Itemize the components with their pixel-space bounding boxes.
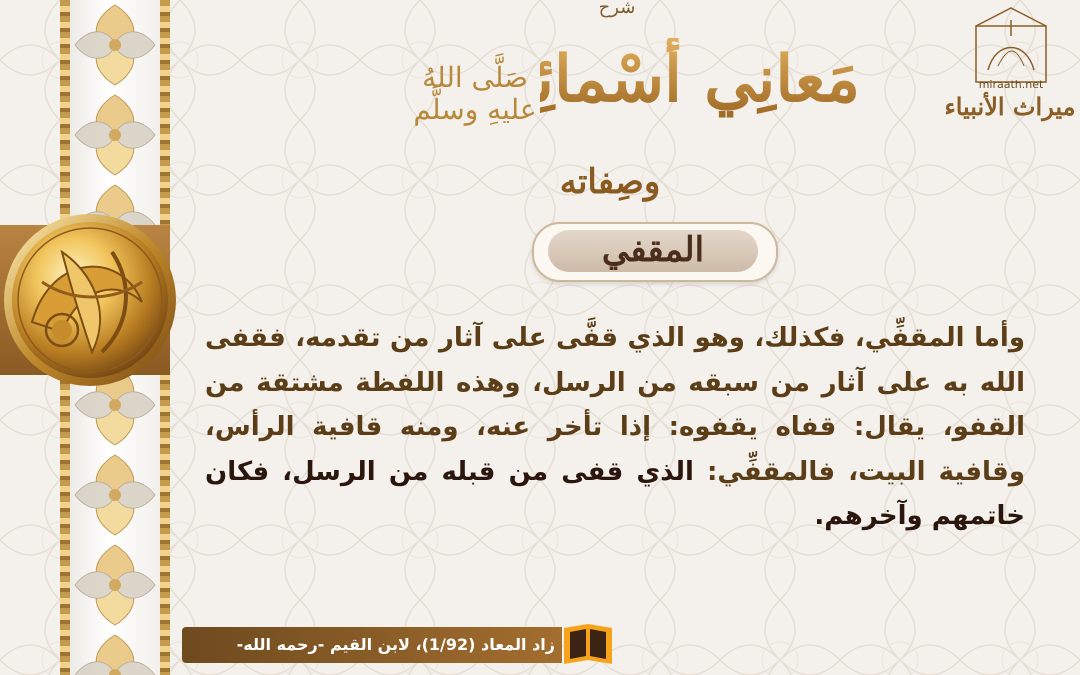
name-badge-label: المقفي	[601, 230, 705, 270]
salawat-text: صَلَّى اللهُ عليهِ وسلَّم	[413, 61, 537, 126]
page-subtitle: وصِفاته	[559, 162, 661, 202]
body-line-emphasis: الذي قفى	[561, 456, 707, 487]
body-line: وأما المقفِّي، فكذلك، وهو الذي قفَّى على آثار من تقدمه،	[295, 323, 1025, 353]
brand-url: miraath.net	[978, 78, 1044, 91]
page-title: مَعانِي أَسْمائِهِ	[540, 38, 860, 122]
muhammad-calligraphy-medallion-icon	[2, 212, 178, 388]
brand-name: ميراث الأنبياء	[944, 92, 1076, 121]
top-mark: شرح	[598, 0, 636, 18]
book-icon	[558, 620, 618, 668]
body-line: فقفى الله به على آثار من سبقه من الرسل، وهذه اللفظة	[205, 323, 1025, 398]
body-line-emphasis: من قبله من الرسل، فكان خاتمهم وآخرهم.	[205, 456, 1025, 531]
body-paragraph	[205, 316, 1025, 539]
body-line: ومنه قافية الرأس، وقافية البيت، فالمقفِّي:	[205, 412, 1025, 487]
source-citation: زاد المعاد (1/92)، لابن القيم -رحمه الله-	[236, 635, 555, 654]
body-line: مشتقة من القفو، يقال: قفاه يقفوه: إذا تأخر عنه،	[205, 367, 1025, 442]
